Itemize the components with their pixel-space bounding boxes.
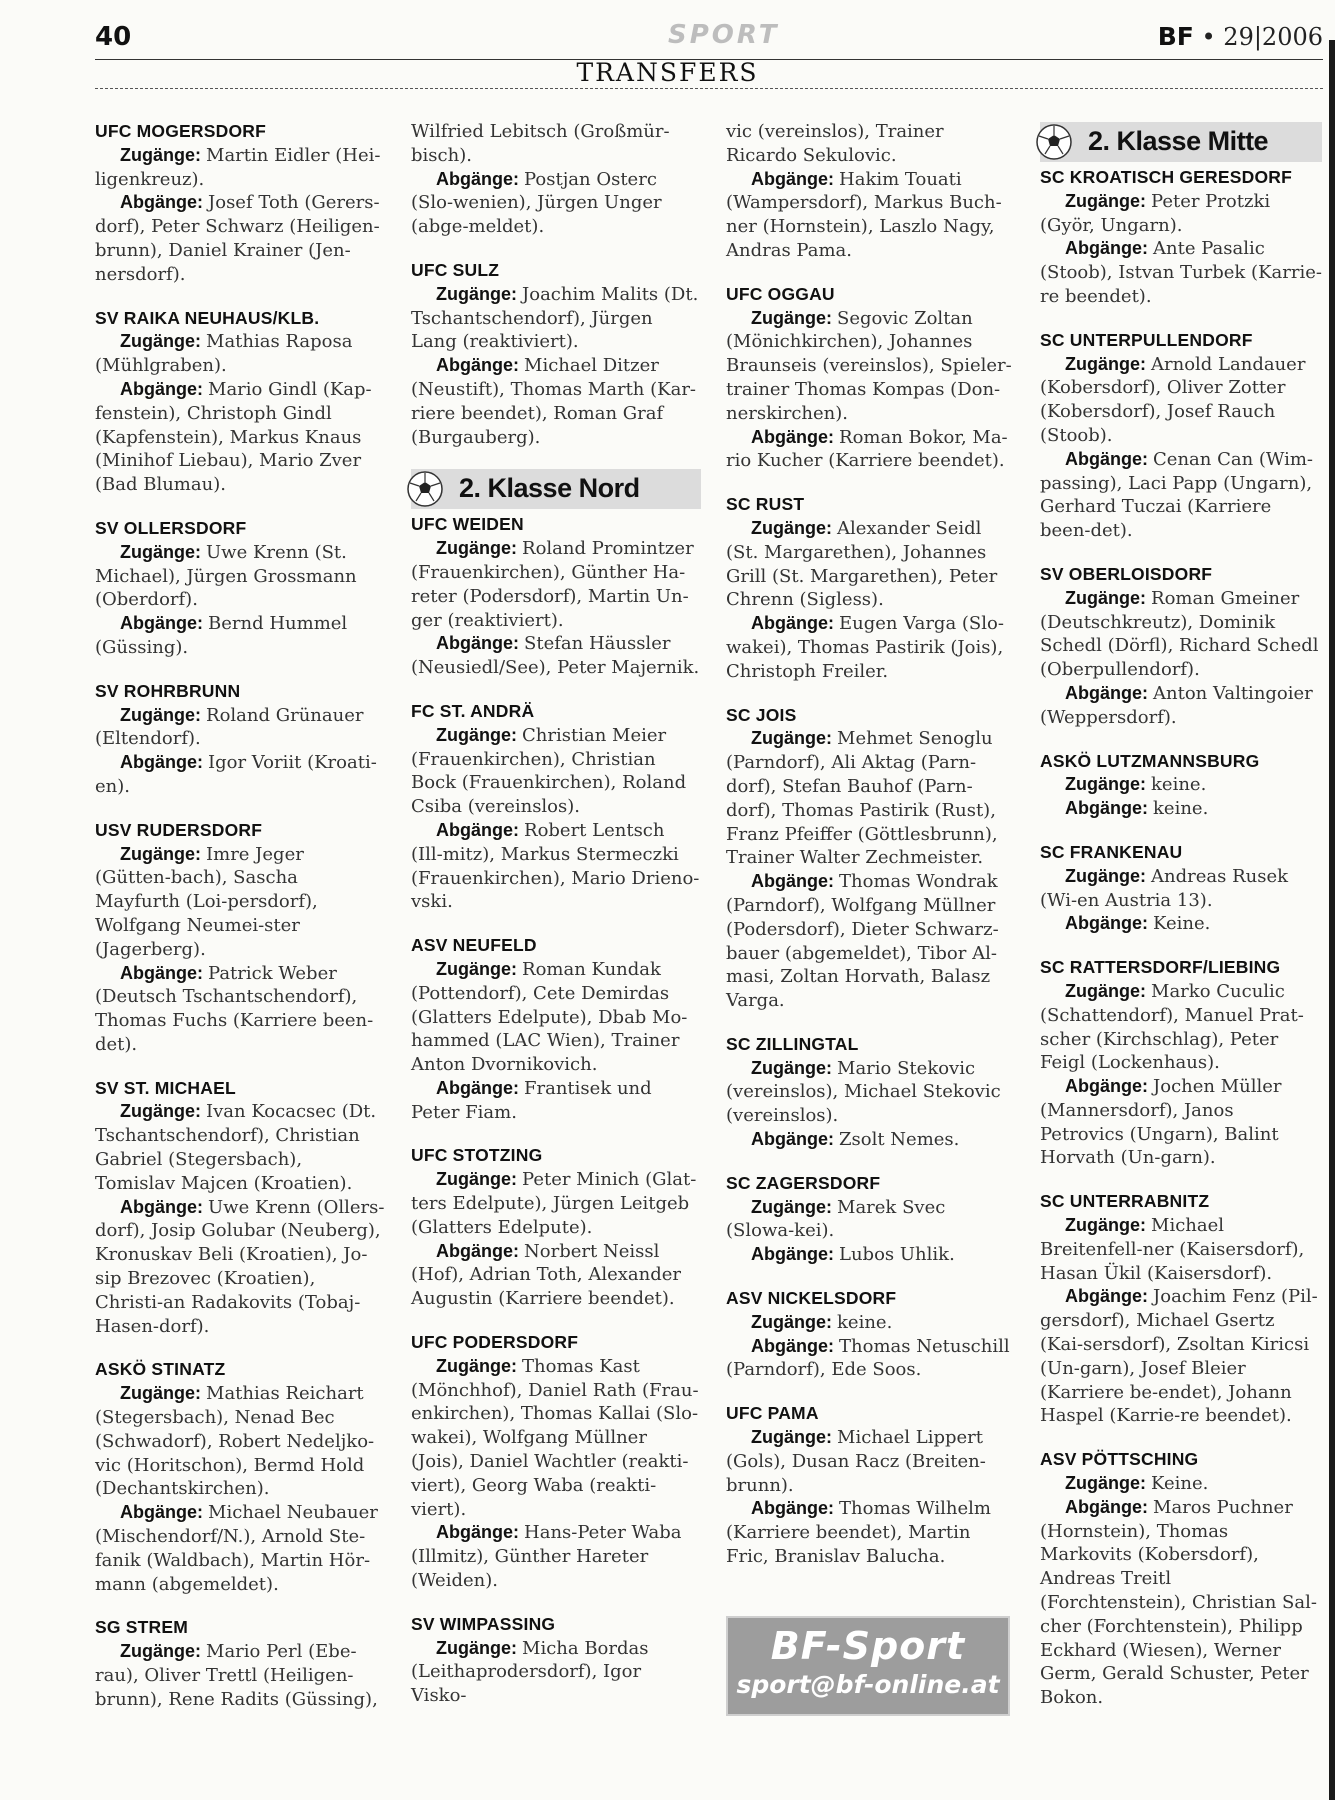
outgoing-label: Abgänge:: [751, 1244, 834, 1265]
incoming-label: Zugänge:: [436, 538, 517, 559]
outgoing-label: Abgänge:: [436, 1240, 519, 1261]
column-4: [1040, 120, 1322, 1730]
outgoing-label: Abgänge:: [120, 613, 203, 634]
incoming-label: Zugänge:: [1065, 587, 1146, 608]
incoming-transfers: [1040, 587, 1322, 682]
incoming-transfers: [726, 1057, 1016, 1128]
incoming-transfers: [95, 541, 385, 612]
outgoing-transfers: [95, 1196, 385, 1339]
club-entry: [95, 120, 385, 287]
league-heading: [411, 469, 701, 509]
outgoing-label: Abgänge:: [751, 1129, 834, 1150]
club-entry: [1040, 1190, 1322, 1428]
outgoing-transfers: [1040, 682, 1322, 730]
incoming-players: Ivan Kocacsec (Dt. Tschantschendorf), Christian Gabriel (Stegersbach), Tomislav Majcen (Kroatien).: [95, 1101, 377, 1194]
club-name: SV OBERLOISDORF: [1040, 563, 1213, 584]
incoming-transfers: [1040, 190, 1322, 238]
incoming-players: Mario Perl (Ebe-rau), Oliver Trettl (Heiligen-brunn), Rene Radits (Güssing),: [95, 1641, 378, 1710]
outgoing-players: Ante Pasalic (Stoob), Istvan Turbek (Karrie-re beendet).: [1040, 238, 1322, 307]
outgoing-label: Abgänge:: [1065, 238, 1148, 259]
incoming-transfers: [1040, 980, 1322, 1075]
incoming-transfers: [411, 537, 701, 632]
incoming-transfers: [95, 330, 385, 378]
issue-info: [1158, 22, 1323, 51]
outgoing-transfers: [411, 1077, 701, 1125]
club-name: SC UNTERRABNITZ: [1040, 1191, 1210, 1212]
incoming-label: Zugänge:: [1065, 190, 1146, 211]
outgoing-label: Abgänge:: [1065, 1496, 1148, 1517]
outgoing-label: Abgänge:: [436, 1077, 519, 1098]
club-entry: [95, 680, 385, 799]
incoming-transfers: [411, 724, 701, 819]
incoming-players: Mathias Raposa (Mühlgraben).: [95, 331, 353, 377]
continued-text: vic (vereinslos), Trainer Ricardo Sekulovic.: [726, 121, 944, 166]
incoming-players: Thomas Kast (Mönchhof), Daniel Rath (Frau-enkirchen), Thomas Kallai (Slo-wakei), Wolfgang Müllner (Jois), Daniel Wachtler (reakti-viert), Georg Waba (reakti-viert).: [411, 1355, 699, 1520]
incoming-label: Zugänge:: [120, 1101, 201, 1122]
outgoing-label: Abgänge:: [120, 962, 203, 983]
club-name: UFC SULZ: [411, 259, 500, 280]
incoming-transfers: [411, 1637, 701, 1708]
outgoing-players: Joachim Fenz (Pil-gersdorf), Michael Gsertz (Kai-sersdorf), Zsoltan Kiricsi (Un-garn), Josef Bleier (Karriere be-endet), Johann Haspel (Karrie-re beendet).: [1040, 1286, 1318, 1427]
incoming-label: Zugänge:: [1065, 353, 1146, 374]
outgoing-transfers: [726, 426, 1016, 474]
incoming-players: keine.: [1151, 774, 1207, 796]
outgoing-transfers: [411, 168, 701, 239]
club-entry: [95, 819, 385, 1057]
club-name: UFC PODERSDORF: [411, 1332, 579, 1353]
outgoing-players: Frantisek und Peter Fiam.: [411, 1077, 652, 1123]
club-entry: [411, 934, 701, 1124]
club-entry: [95, 1358, 385, 1596]
outgoing-transfers: [95, 612, 385, 660]
outgoing-label: Abgänge:: [1065, 798, 1148, 819]
incoming-players: Mathias Reichart (Stegersbach), Nenad Bec (Schwadorf), Robert Nedeljko-vic (Horitschon), Bermd Hold (Dechantskirchen).: [95, 1383, 375, 1500]
incoming-players: Micha Bordas (Leithaprodersdorf), Igor Visko-: [411, 1637, 649, 1707]
incoming-players: Peter Minich (Glat-ters Edelpute), Jürgen Leitgeb (Glatters Edelpute).: [411, 1169, 697, 1238]
club-name: SC RUST: [726, 494, 805, 515]
incoming-label: Zugänge:: [751, 1311, 832, 1332]
outgoing-transfers: [1040, 237, 1322, 308]
outgoing-players: Patrick Weber (Deutsch Tschantschendorf), Thomas Fuchs (Karriere been-det).: [95, 962, 374, 1055]
club-name: SG STREM: [95, 1617, 188, 1638]
incoming-label: Zugänge:: [1065, 980, 1146, 1001]
club-name: SV RAIKA NEUHAUS/KLB.: [95, 307, 320, 328]
club-name: ASKÖ LUTZMANNSBURG: [1040, 750, 1260, 771]
club-name: ASV NICKELSDORF: [726, 1288, 897, 1309]
club-entry: [726, 493, 1016, 683]
club-name: SC JOIS: [726, 704, 797, 725]
incoming-players: Martin Eidler (Hei-ligenkreuz).: [95, 144, 381, 190]
outgoing-label: Abgänge:: [751, 871, 834, 892]
bf-sport-ad: [726, 1616, 1010, 1716]
incoming-label: Zugänge:: [120, 144, 201, 165]
issue-number: 29|2006: [1223, 23, 1323, 51]
incoming-label: Zugänge:: [436, 1637, 517, 1658]
incoming-transfers: [726, 1311, 1016, 1335]
incoming-players: Christian Meier (Frauenkirchen), Christian Bock (Frauenkirchen), Roland Csiba (vereinslos).: [411, 724, 687, 818]
club-entry: [726, 120, 1016, 263]
incoming-players: Marko Cuculic (Schattendorf), Manuel Prat-scher (Kirchschlag), Peter Feigl (Lockenhaus).: [1040, 980, 1304, 1074]
outgoing-players: Stefan Häussler (Neusiedl/See), Peter Majernik.: [411, 633, 700, 679]
league-heading: [1040, 122, 1322, 162]
outgoing-players: Roman Bokor, Ma-rio Kucher (Karriere beendet).: [726, 426, 1008, 472]
club-entry: [1040, 1448, 1322, 1710]
club-entry: [1040, 956, 1322, 1170]
continued-text: Wilfried Lebitsch (Großmür-bisch).: [411, 121, 670, 166]
club-entry: [95, 1616, 385, 1711]
incoming-label: Zugänge:: [120, 1641, 201, 1662]
club-entry: [726, 1402, 1016, 1569]
club-name: UFC STOTZING: [411, 1145, 543, 1166]
club-name: UFC WEIDEN: [411, 514, 524, 535]
incoming-players: Michael Breitenfell-ner (Kaisersdorf), Hasan Ükil (Kaisersdorf).: [1040, 1215, 1305, 1284]
outgoing-transfers: [1040, 1285, 1322, 1428]
incoming-players: Alexander Seidl (St. Margarethen), Johannes Grill (St. Margarethen), Peter Chrenn (Sigless).: [726, 517, 998, 611]
outgoing-label: Abgänge:: [436, 819, 519, 840]
ad-email: sport@bf-online.at: [736, 1670, 1000, 1699]
incoming-label: Zugänge:: [120, 843, 201, 864]
outgoing-label: Abgänge:: [751, 1335, 834, 1356]
incoming-label: Zugänge:: [120, 704, 201, 725]
incoming-transfers: [411, 958, 701, 1077]
outgoing-players: Zsolt Nemes.: [839, 1129, 960, 1151]
outgoing-transfers: [1040, 448, 1322, 543]
incoming-transfers: [726, 1426, 1016, 1497]
outgoing-transfers: [411, 819, 701, 914]
outgoing-transfers: [95, 1501, 385, 1596]
outgoing-transfers: [1040, 1075, 1322, 1170]
outgoing-players: Anton Valtingoier (Weppersdorf).: [1040, 682, 1313, 728]
outgoing-label: Abgänge:: [1065, 913, 1148, 934]
ad-title: BF-Sport: [770, 1624, 966, 1668]
incoming-label: Zugänge:: [751, 1196, 832, 1217]
club-entry: [411, 700, 701, 914]
incoming-label: Zugänge:: [751, 307, 832, 328]
incoming-label: Zugänge:: [436, 1169, 517, 1190]
incoming-transfers: [726, 727, 1016, 870]
incoming-transfers: [1040, 353, 1322, 448]
outgoing-label: Abgänge:: [120, 1196, 203, 1217]
club-name: UFC MOGERSDORF: [95, 121, 266, 141]
club-name: SV WIMPASSING: [411, 1613, 556, 1634]
column-2: [411, 120, 701, 1728]
outgoing-label: Abgänge:: [1065, 1076, 1148, 1097]
club-entry: [95, 307, 385, 497]
incoming-players: Andreas Rusek (Wi-en Austria 13).: [1040, 865, 1289, 911]
incoming-players: Roman Gmeiner (Deutschkreutz), Dominik Schedl (Dörfl), Richard Schedl (Oberpullendorf).: [1040, 587, 1319, 681]
outgoing-players: Mario Gindl (Kap-fenstein), Christoph Gindl (Kapfenstein), Markus Knaus (Minihof Liebau), Mario Zver (Bad Blumau).: [95, 378, 372, 496]
club-name: SV ROHRBRUNN: [95, 680, 241, 701]
outgoing-players: Josef Toth (Gerers-dorf), Peter Schwarz (Heiligen-brunn), Daniel Krainer (Jen-nersdorf).: [95, 192, 380, 285]
outgoing-transfers: [95, 378, 385, 497]
incoming-transfers: [1040, 1214, 1322, 1285]
outgoing-label: Abgänge:: [436, 168, 519, 189]
section-label: SPORT: [668, 20, 780, 50]
page-number: 40: [95, 22, 132, 52]
incoming-players: Uwe Krenn (St. Michael), Jürgen Grossmann (Oberdorf).: [95, 541, 357, 611]
outgoing-players: Uwe Krenn (Ollers-dorf), Josip Golubar (Neuberg), Kronuskav Beli (Kroatien), Jo-sip Brezovec (Kroatien), Christi-an Radakovits (Tobaj-Hasen-dorf).: [95, 1196, 385, 1337]
outgoing-label: Abgänge:: [120, 192, 203, 213]
page-binding-edge: [1329, 40, 1335, 1800]
incoming-label: Zugänge:: [751, 1057, 832, 1078]
incoming-transfers: [95, 1640, 385, 1711]
outgoing-transfers: [411, 354, 701, 449]
outgoing-transfers: [726, 168, 1016, 263]
outgoing-label: Abgänge:: [120, 378, 203, 399]
incoming-players: Segovic Zoltan (Mönichkirchen), Johannes Braunseis (vereinslos), Spieler-trainer Thomas Kompas (Don-nerskirchen).: [726, 307, 1012, 424]
outgoing-transfers: [411, 1240, 701, 1311]
outgoing-players: Thomas Wondrak (Parndorf), Wolfgang Müllner (Podersdorf), Dieter Schwarz-bauer (abgemeldet), Tibor Al-masi, Zoltan Horvath, Balasz Varga.: [726, 871, 999, 1012]
outgoing-players: Norbert Neissl (Hof), Adrian Toth, Alexander Augustin (Karriere beendet).: [411, 1240, 681, 1310]
outgoing-label: Abgänge:: [751, 613, 834, 634]
outgoing-transfers: [726, 870, 1016, 1013]
incoming-label: Zugänge:: [120, 541, 201, 562]
club-entry: [411, 259, 701, 449]
outgoing-transfers: [95, 751, 385, 799]
club-name: ASV NEUFELD: [411, 935, 537, 956]
outgoing-transfers: [1040, 1496, 1322, 1710]
club-name: ASKÖ STINATZ: [95, 1359, 226, 1380]
outgoing-transfers: [1040, 912, 1322, 936]
outgoing-label: Abgänge:: [751, 168, 834, 189]
club-name: SC ZAGERSDORF: [726, 1172, 881, 1193]
outgoing-transfers: [95, 962, 385, 1057]
outgoing-label: Abgänge:: [1065, 448, 1148, 469]
outgoing-players: Postjan Osterc (Slo-wenien), Jürgen Unger (abge-meldet).: [411, 168, 662, 238]
outgoing-transfers: [95, 191, 385, 286]
club-entry: [726, 283, 1016, 473]
outgoing-players: Keine.: [1153, 913, 1211, 935]
club-name: ASV PÖTTSCHING: [1040, 1449, 1199, 1470]
incoming-label: Zugänge:: [120, 1383, 201, 1404]
club-name: FC ST. ANDRÄ: [411, 700, 535, 721]
page-title: TRANSFERS: [576, 58, 759, 87]
incoming-players: Mehmet Senoglu (Parndorf), Ali Aktag (Parn-dorf), Stefan Bauhof (Parn-dorf), Thomas Pastirik (Rust), Franz Pfeiffer (Göttlesbrunn), Trainer Walter Zechmeister.: [726, 728, 998, 869]
incoming-label: Zugänge:: [436, 1355, 517, 1376]
outgoing-players: Eugen Varga (Slo-wakei), Thomas Pastirik (Jois), Christoph Freiler.: [726, 613, 1004, 682]
club-entry: [1040, 563, 1322, 730]
outgoing-transfers: [411, 632, 701, 680]
incoming-transfers: [411, 1355, 701, 1522]
outgoing-label: Abgänge:: [751, 426, 834, 447]
outgoing-label: Abgänge:: [1065, 1286, 1148, 1307]
club-entry: [1040, 750, 1322, 821]
outgoing-players: Maros Puchner (Hornstein), Thomas Markovits (Kobersdorf), Andreas Treitl (Forchtenstein), Christian Sal-cher (Forchtenstein), Philipp Eckhard (Wiesen), Werner Germ, Gerald Schuster, Peter Bokon.: [1040, 1496, 1317, 1709]
incoming-players: Michael Lippert (Gols), Dusan Racz (Breiten-brunn).: [726, 1427, 986, 1496]
soccer-ball-icon: [405, 469, 445, 509]
incoming-label: Zugänge:: [751, 1427, 832, 1448]
outgoing-transfers: [726, 612, 1016, 683]
incoming-label: Zugänge:: [120, 331, 201, 352]
club-name: SV OLLERSDORF: [95, 517, 247, 538]
incoming-players: Roland Promintzer (Frauenkirchen), Günther Ha-reter (Podersdorf), Martin Un-ger (reaktiviert).: [411, 538, 694, 631]
club-name: SV ST. MICHAEL: [95, 1077, 236, 1098]
outgoing-players: keine.: [1153, 798, 1209, 820]
outgoing-label: Abgänge:: [120, 1502, 203, 1523]
incoming-players: Roman Kundak (Pottendorf), Cete Demirdas (Glatters Edelpute), Dbab Mo-hammed (LAC Wien), Trainer Anton Dvornikovich.: [411, 958, 688, 1076]
club-entry: [726, 1172, 1016, 1267]
outgoing-transfers: [726, 1497, 1016, 1568]
incoming-transfers: [1040, 1472, 1322, 1496]
outgoing-label: Abgänge:: [436, 1522, 519, 1543]
column-1: [95, 120, 385, 1732]
outgoing-label: Abgänge:: [751, 1498, 834, 1519]
incoming-players: Arnold Landauer (Kobersdorf), Oliver Zotter (Kobersdorf), Josef Rauch (Stoob).: [1040, 353, 1306, 446]
outgoing-players: Hans-Peter Waba (Illmitz), Günther Hareter (Weiden).: [411, 1522, 682, 1592]
outgoing-label: Abgänge:: [436, 633, 519, 654]
outgoing-transfers: [726, 1128, 1016, 1152]
club-entry: [411, 120, 701, 239]
soccer-ball-icon: [1034, 122, 1074, 162]
incoming-label: Zugänge:: [751, 728, 832, 749]
outgoing-players: Thomas Wilhelm (Karriere beendet), Martin Fric, Branislav Balucha.: [726, 1498, 991, 1568]
incoming-label: Zugänge:: [1065, 1215, 1146, 1236]
club-name: SC UNTERPULLENDORF: [1040, 329, 1253, 350]
incoming-players: Peter Protzki (Györ, Ungarn).: [1040, 190, 1271, 236]
outgoing-transfers: [726, 1335, 1016, 1383]
club-name: UFC PAMA: [726, 1403, 819, 1424]
club-entry: [411, 1613, 701, 1708]
incoming-transfers: [95, 843, 385, 962]
incoming-players: Marek Svec (Slowa-kei).: [726, 1196, 946, 1242]
club-name: SC ZILLINGTAL: [726, 1033, 859, 1054]
magazine-name: BF: [1157, 22, 1194, 51]
outgoing-players: Bernd Hummel (Güssing).: [95, 613, 348, 658]
outgoing-players: Thomas Netuschill (Parndorf), Ede Soos.: [726, 1335, 1010, 1381]
incoming-label: Zugänge:: [751, 517, 832, 538]
incoming-label: Zugänge:: [1065, 774, 1146, 795]
club-entry: [95, 517, 385, 660]
outgoing-players: Michael Ditzer (Neustift), Thomas Marth (Kar-riere beendet), Roman Graf (Burgauberg).: [411, 355, 697, 448]
outgoing-label: Abgänge:: [436, 355, 519, 376]
outgoing-players: Cenan Can (Wim-passing), Laci Papp (Ungarn), Gerhard Tuczai (Karriere been-det).: [1040, 448, 1314, 542]
outgoing-transfers: [726, 1243, 1016, 1267]
outgoing-players: Michael Neubauer (Mischendorf/N.), Arnold Ste-fanik (Waldbach), Martin Hör-mann (abgemeldet).: [95, 1502, 378, 1595]
incoming-players: keine.: [837, 1311, 893, 1333]
incoming-label: Zugänge:: [436, 724, 517, 745]
club-entry: [726, 704, 1016, 1013]
incoming-transfers: [95, 704, 385, 752]
title-dashed-rule: [95, 88, 1323, 89]
incoming-transfers: [1040, 773, 1322, 797]
incoming-transfers: [726, 517, 1016, 612]
incoming-players: Joachim Malits (Dt. Tschantschendorf), Jürgen Lang (reaktiviert).: [411, 283, 699, 353]
club-entry: [726, 1033, 1016, 1152]
incoming-transfers: [1040, 865, 1322, 913]
incoming-transfers: [411, 283, 701, 354]
column-3: [726, 120, 1016, 1589]
club-entry: [411, 513, 701, 680]
incoming-players: Keine.: [1151, 1473, 1209, 1495]
club-entry: [1040, 841, 1322, 936]
incoming-transfers: [726, 1196, 1016, 1244]
incoming-players: Roland Grünauer (Eltendorf).: [95, 704, 364, 750]
incoming-transfers: [95, 1100, 385, 1195]
club-entry: [1040, 329, 1322, 543]
club-name: SC RATTERSDORF/LIEBING: [1040, 957, 1281, 978]
incoming-label: Zugänge:: [436, 958, 517, 979]
page-header: [0, 0, 1335, 60]
club-entry: [411, 1144, 701, 1311]
outgoing-players: Lubos Uhlik.: [839, 1244, 955, 1266]
incoming-players: Imre Jeger (Gütten-bach), Sascha Mayfurth (Loi-persdorf), Wolfgang Neumei-ster (Jagerberg).: [95, 843, 318, 960]
outgoing-players: Hakim Touati (Wampersdorf), Markus Buch-ner (Hornstein), Laszlo Nagy, Andras Pama.: [726, 168, 1002, 261]
outgoing-label: Abgänge:: [1065, 682, 1148, 703]
incoming-label: Zugänge:: [1065, 865, 1146, 886]
incoming-label: Zugänge:: [1065, 1473, 1146, 1494]
outgoing-transfers: [1040, 797, 1322, 821]
outgoing-label: Abgänge:: [120, 752, 203, 773]
outgoing-players: Jochen Müller (Mannersdorf), Janos Petrovics (Ungarn), Balint Horvath (Un-garn).: [1040, 1076, 1282, 1169]
club-name: UFC OGGAU: [726, 283, 835, 304]
club-entry: [1040, 166, 1322, 309]
club-name: USV RUDERSDORF: [95, 819, 263, 840]
league-heading-text: 2. Klasse Nord: [459, 473, 640, 504]
incoming-label: Zugänge:: [436, 283, 517, 304]
incoming-transfers: [95, 144, 385, 192]
club-name: SC FRANKENAU: [1040, 841, 1183, 862]
league-heading-text: 2. Klasse Mitte: [1088, 126, 1269, 157]
club-entry: [411, 1331, 701, 1593]
incoming-transfers: [726, 307, 1016, 426]
outgoing-players: Robert Lentsch (Ill-mitz), Markus Stermeczki (Frauenkirchen), Mario Drieno-vski.: [411, 819, 700, 913]
incoming-players: Mario Stekovic (vereinslos), Michael Stekovic (vereinslos).: [726, 1057, 1001, 1127]
club-entry: [726, 1287, 1016, 1382]
incoming-transfers: [95, 1382, 385, 1501]
incoming-transfers: [411, 1168, 701, 1239]
outgoing-transfers: [411, 1521, 701, 1592]
issue-separator: •: [1201, 23, 1216, 51]
outgoing-players: Igor Voriit (Kroati-en).: [95, 752, 377, 797]
club-name: SC KROATISCH GERESDORF: [1040, 167, 1293, 187]
club-entry: [95, 1077, 385, 1339]
